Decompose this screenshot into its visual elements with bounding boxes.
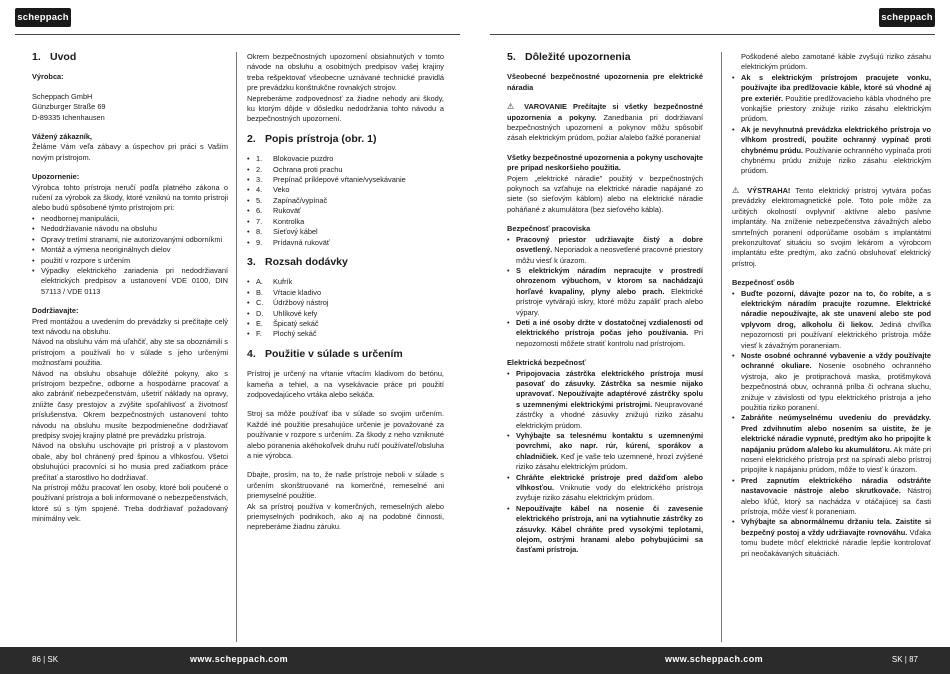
liability-list — [32, 214, 228, 297]
list-item: • 7. Kontrolka — [247, 217, 444, 227]
personal-list — [732, 289, 931, 560]
section-3-heading: 3. Rozsah dodávky — [247, 255, 348, 268]
column-safety — [507, 52, 703, 642]
subheading: Elektrická bezpečnosť — [507, 358, 586, 368]
manufacturer-label: Výrobca: — [32, 72, 64, 82]
warning-triangle-icon: ⚠ — [732, 185, 743, 195]
list-item: • 5. Zapínač/vypínač — [247, 196, 444, 206]
list-item: • 8. Sieťový kábel — [247, 227, 444, 237]
intro-text: Želáme Vám veľa zábavy a úspechov pri práci s Vaším novým prístrojom. — [32, 142, 228, 162]
column-safety-cont — [732, 52, 931, 642]
column-description — [247, 52, 444, 642]
list-item: • 3. Prepínač príklepové vŕtanie/vysekávanie — [247, 175, 444, 185]
list-item: • Vyhýbajte sa abnormálnemu držaniu tela. Zaistite si bezpečný postoj a vždy udržiavajte rovnováhu. Vďaka tomu budete môcť elektrické náradie lepšie kontrolovať pri neočakávaných situáciách. — [732, 517, 931, 559]
list-item: • Pred zapnutím elektrického náradia odstráňte nastavovacie nástroje alebo skrutkovače. Nástroj alebo kľúč, ktorý sa nachádza v otáčajúcej sa časti prístroja, môže viesť k poraneniam. — [732, 476, 931, 518]
observe-label: Dodržiavajte: — [32, 306, 79, 316]
delivery-list — [247, 277, 444, 339]
list-item: • Výpadky elektrického zariadenia pri nedodržiavaní elektrických predpisov a ustanovení VDE 0100, DIN 57113 / VDE 0113 — [32, 266, 228, 297]
list-item: • Pripojovacia zástrčka elektrického prístroja musí pasovať do zásuvky. Zástrčka sa nesmie nijako upravovať. Nepoužívajte adaptérové zástrčky spolu s uzemnenými elektrickými prístrojmi. Neupravované zástrčky a vhodné zásuvky znižujú riziko zásahu elektrickým prúdom. — [507, 369, 703, 431]
column-divider — [721, 52, 722, 642]
footer-bar — [475, 647, 950, 674]
right-page — [475, 0, 950, 674]
workplace-list — [507, 235, 703, 349]
subheading: Všeobecné bezpečnostné upozornenia pre elektrické náradia — [507, 72, 703, 92]
list-item: • 1. Blokovacie puzdro — [247, 154, 444, 164]
paragraph: Dbajte, prosím, na to, že naše prístroje neboli v súlade s určením skonštruované na komerčné, remeselné ani priemyselné použitie. — [247, 470, 444, 501]
address-line: Scheppach GmbH — [32, 91, 93, 101]
paragraph: Ak sa prístroj používa v komerčných, remeselných alebo priemyselných podnikoch, ako aj na podobné činnosti, nepreberáme žiadnu záruku. — [247, 501, 444, 532]
list-item: • A. Kufrík — [247, 277, 444, 287]
paragraph: Nepreberáme zodpovednosť za žiadne nehody ani škody, ku ktorým dôjde v dôsledku nedodržania tohto návodu a bezpečnostných upozornení. — [247, 93, 444, 124]
list-item: • F. Plochý sekáč — [247, 329, 444, 339]
list-item: • Buďte pozorní, dávajte pozor na to, čo robíte, a s elektrickým náradím pracujte rozumne. Elektrické náradie nepoužívajte, ak ste unavení alebo ste pod vplyvom drog, alkoholu či liekov. Jediná chvíľka nepozornosti pri používaní elektrického prístroja môže viesť k závažným poraneniam. — [732, 289, 931, 351]
subheading: Bezpečnosť pracoviska — [507, 224, 591, 234]
section-5-heading: 5. Dôležité upozornenia — [507, 52, 631, 63]
scheppach-logo: scheppach — [15, 8, 71, 27]
section-2-heading: 2. Popis prístroja (obr. 1) — [247, 132, 377, 145]
header-rule — [490, 34, 935, 35]
paragraph: Pred montážou a uvedením do prevádzky si prečítajte celý text návodu na obsluhu. — [32, 316, 228, 336]
list-item: • neodbornej manipulácii, — [32, 214, 228, 224]
list-item: • Opravy tretími stranami, nie autorizovanými odborníkmi — [32, 235, 228, 245]
paragraph: Návod na obsluhu obsahuje dôležité pokyny, ako s prístrojom bezpečne, odborne a hospodárne pracovať a ako zabrániť nebezpečenstvám, ušetriť náklady na opravy, zníižte časy prestojov a zvýšite spoľahlivosť a životnosť príslušenstva. Okrem bezpečnostných ustanovení tohto návodu na obsluhu musíte bezpodmienečne dodržiavať predpisy svojej krajiny platné pre prevádzku prístroja. — [32, 368, 228, 440]
list-item: • Nedodržiavanie návodu na obsluhu — [32, 224, 228, 234]
list-item: • 9. Prídavná rukoväť — [247, 238, 444, 248]
list-item: • S elektrickým náradím nepracujte v prostredí ohrozenom výbuchom, v ktorom sa nachádzajú horľavé kvapaliny, plyny alebo prach. Elektrické prístroje vytvárajú iskry, ktoré môžu zapáliť prach alebo výpary. — [507, 266, 703, 318]
parts-list — [247, 154, 444, 248]
list-item: • 2. Ochrana proti prachu — [247, 165, 444, 175]
footer-bar — [0, 647, 475, 674]
header-rule — [15, 34, 460, 35]
notice-label: Upozornenie: — [32, 172, 80, 182]
paragraph: Okrem bezpečnostných upozornení obsiahnutých v tomto návode na obsluhu a osobitných predpisov vašej krajiny treba rešpektovať všeobecne uznávané technické pravidlá pre prevádzku konštrukčne rovnakých strojov. — [247, 52, 444, 93]
section-1-heading: 1. Úvod — [32, 52, 77, 63]
address-line: D-89335 Ichenhausen — [32, 112, 105, 122]
column-intro — [32, 52, 228, 642]
warning-paragraph: ⚠ VAROVANIE Prečítajte si všetky bezpečnostné upozornenia a pokyny. Zanedbania pri dodržiavaní bezpečnostných upozornení a pokynov môžu spôsobiť zásah elektrickým prúdom, požiar a/alebo ťažké poranenia! — [507, 102, 703, 143]
page-number: SK | 87 — [891, 655, 918, 664]
scheppach-logo: scheppach — [879, 8, 935, 27]
list-item: • B. Vŕtacie kladivo — [247, 288, 444, 298]
list-item: • Deti a iné osoby držte v dostatočnej vzdialenosti od elektrického prístroja počas jeho používania. Pri nepozornosti môžete stratiť kontrolu nad prístrojom. — [507, 318, 703, 349]
paragraph: Návod na obsluhu vám má uľahčiť, aby ste sa oboznámili s prístrojom a používali ho v súlade s jeho určenými možnosťami použitia. — [32, 337, 228, 368]
column-divider — [236, 52, 237, 642]
list-item: • E. Špicatý sekáč — [247, 319, 444, 329]
paragraph: Stroj sa môže používať iba v súlade so svojim určením. Každé iné použitie presahujúce určenie je považované za používanie v rozpore s určením. Za škody z neho vzniknuté alebo poranenia akéhokoľvek druhu ručí používateľ/obsluha a nie výrobca. — [247, 409, 444, 460]
website-url: www.scheppach.com — [665, 654, 763, 664]
electrical-list — [507, 369, 703, 556]
list-item: • Pracovný priestor udržiavajte čistý a dobre osvetlený. Neporiadok a neosvetlené pracovné priestory môžu viesť k úrazom. — [507, 235, 703, 266]
list-item: • Nepoužívajte kábel na nosenie či zavesenie elektrického prístroja, ani na vytiahnutie zástrčky zo zásuvky. Kábel chráňte pred vysokými teplotami, olejom, ostrými hranami alebo pohybujúcimi sa časťami prístroja. — [507, 504, 703, 556]
subheading: Bezpečnosť osôb — [732, 278, 795, 288]
warning-triangle-icon: ⚠ — [507, 102, 519, 112]
list-item: • Vyhýbajte sa telesnému kontaktu s uzemnenými povrchmi, ako napr. rúr, kúrení, sporákov a chladničiek. Keď je vaše telo uzemnené, hrozí zvýšené riziko zásahu elektrickým prúdom. — [507, 431, 703, 473]
paragraph: Prístroj je určený na vŕtanie vŕtacím kladivom do betónu, kameňa a tehiel, a na vysekávacie práce pri použití zodpovedajúceho vrtáka alebo sekáča. — [247, 369, 444, 399]
page-number: 86 | SK — [32, 655, 59, 664]
list-item: • Montáž a výmena neoriginálnych dielov — [32, 245, 228, 255]
definition-text: Pojem „elektrické náradie" použitý v bezpečnostných pokynoch sa vzťahuje na elektrické náradie napájané zo siete (so sieťovým káblom) alebo na elektrické náradie poháňané z akumulátora (bez sieťového kábla). — [507, 173, 703, 214]
emf-warning: ⚠ VÝSTRAHA! Tento elektrický prístroj vytvára počas prevádzky elektromagnetické pole. Toto pole môže za určitých okolností ovplyvniť aktívne alebo pasívne implantáty. Na zníženie nebezpečenstva závažných alebo smrteľných poranení odporúčame osobám s implantátmi prekonzultovať situáciu so svojim lekárom a výrobcom implantátu ešte predtým, ako začnú obsluhovať elektrický prístroj. — [732, 185, 931, 268]
list-item: • 6. Rukoväť — [247, 206, 444, 216]
outdoor-list — [732, 73, 931, 177]
list-item: • Zabráňte neúmyselnému uvedeniu do prevádzky. Pred zdvihnutím alebo nosením sa uistite, že je elektrické náradie vypnuté, predtým ako ho pripojíte k napájaniu prúdom a/alebo ku akumulátoru. Ak máte pri nosení elektrického prístroja prst na spínači alebo prístroj pripojíte k napájaniu prúdom, môže to viesť k úrazom. — [732, 413, 931, 475]
paragraph: Na prístroji môžu pracovať len osoby, ktoré boli poučené o používaní prístroja a boli informované o nebezpečenstvách, ktoré sú s tým spojené. Treba dodržiavať požadovaný minimálny vek. — [32, 483, 228, 524]
section-4-heading: 4. Použitie v súlade s určením — [247, 347, 403, 360]
list-item: • D. Uhlíkové kefy — [247, 309, 444, 319]
paragraph: Poškodené alebo zamotané káble zvyšujú riziko zásahu elektrickým prúdom. — [741, 52, 931, 72]
list-item: • 4. Veko — [247, 185, 444, 195]
keep-instructions: Všetky bezpečnostné upozornenia a pokyny uschovajte pre prípad neskoršieho použitia. — [507, 152, 703, 173]
list-item: • použití v rozpore s určením — [32, 256, 228, 266]
list-item: • C. Údržbový nástroj — [247, 298, 444, 308]
list-item: • Ak je nevyhnutná prevádzka elektrického prístroja vo vlhkom prostredí, použite ochranný vypínač proti chybnému prúdu. Používanie ochranného vypínača proti chybnému prúdu znižuje riziko zásahu elektrickým prúdom. — [732, 125, 931, 177]
notice-text: Výrobca tohto prístroja neručí podľa platného zákona o ručení za výrobok za škody, ktoré vzniknú na tomto prístroji alebo budú spôsobené týmto prístrojom pri: — [32, 182, 228, 213]
list-item: • Ak s elektrickým prístrojom pracujete vonku, používajte iba predlžovacie káble, ktoré sú vhodné aj pre exteriér. Použitie predlžovacieho kábla vhodného pre vonkajšie priestory znižuje riziko zásahu elektrickým prúdom. — [732, 73, 931, 125]
salutation: Vážený zákazník, — [32, 132, 92, 142]
list-item: • Noste osobné ochranné vybavenie a vždy používajte ochranné okuliare. Nosenie osobného ochranného výstroja, ako je protiprachová maska, protišmyková bezpečnostná obuv, ochranná prilba či ochrana sluchu, znižuje v závislosti od typu elektrického prístroja a jeho použitia riziko poranení. — [732, 351, 931, 413]
list-item: • Chráňte elektrické prístroje pred dažďom alebo vlhkosťou. Vniknutie vody do elektrického prístroja zvyšuje riziko zásahu elektrickým prúdom. — [507, 473, 703, 504]
address-line: Günzburger Straße 69 — [32, 102, 106, 112]
paragraph: Návod na obsluhu uschovajte pri prístroji a v plastovom obale, aby bol chránený pred špinou a vlhkosťou. Všetci obsluhujúci pracovníci si ho musia pred začiatkom práce prečítať a starostlivo ho dodržiavať. — [32, 441, 228, 482]
website-url: www.scheppach.com — [190, 654, 288, 664]
